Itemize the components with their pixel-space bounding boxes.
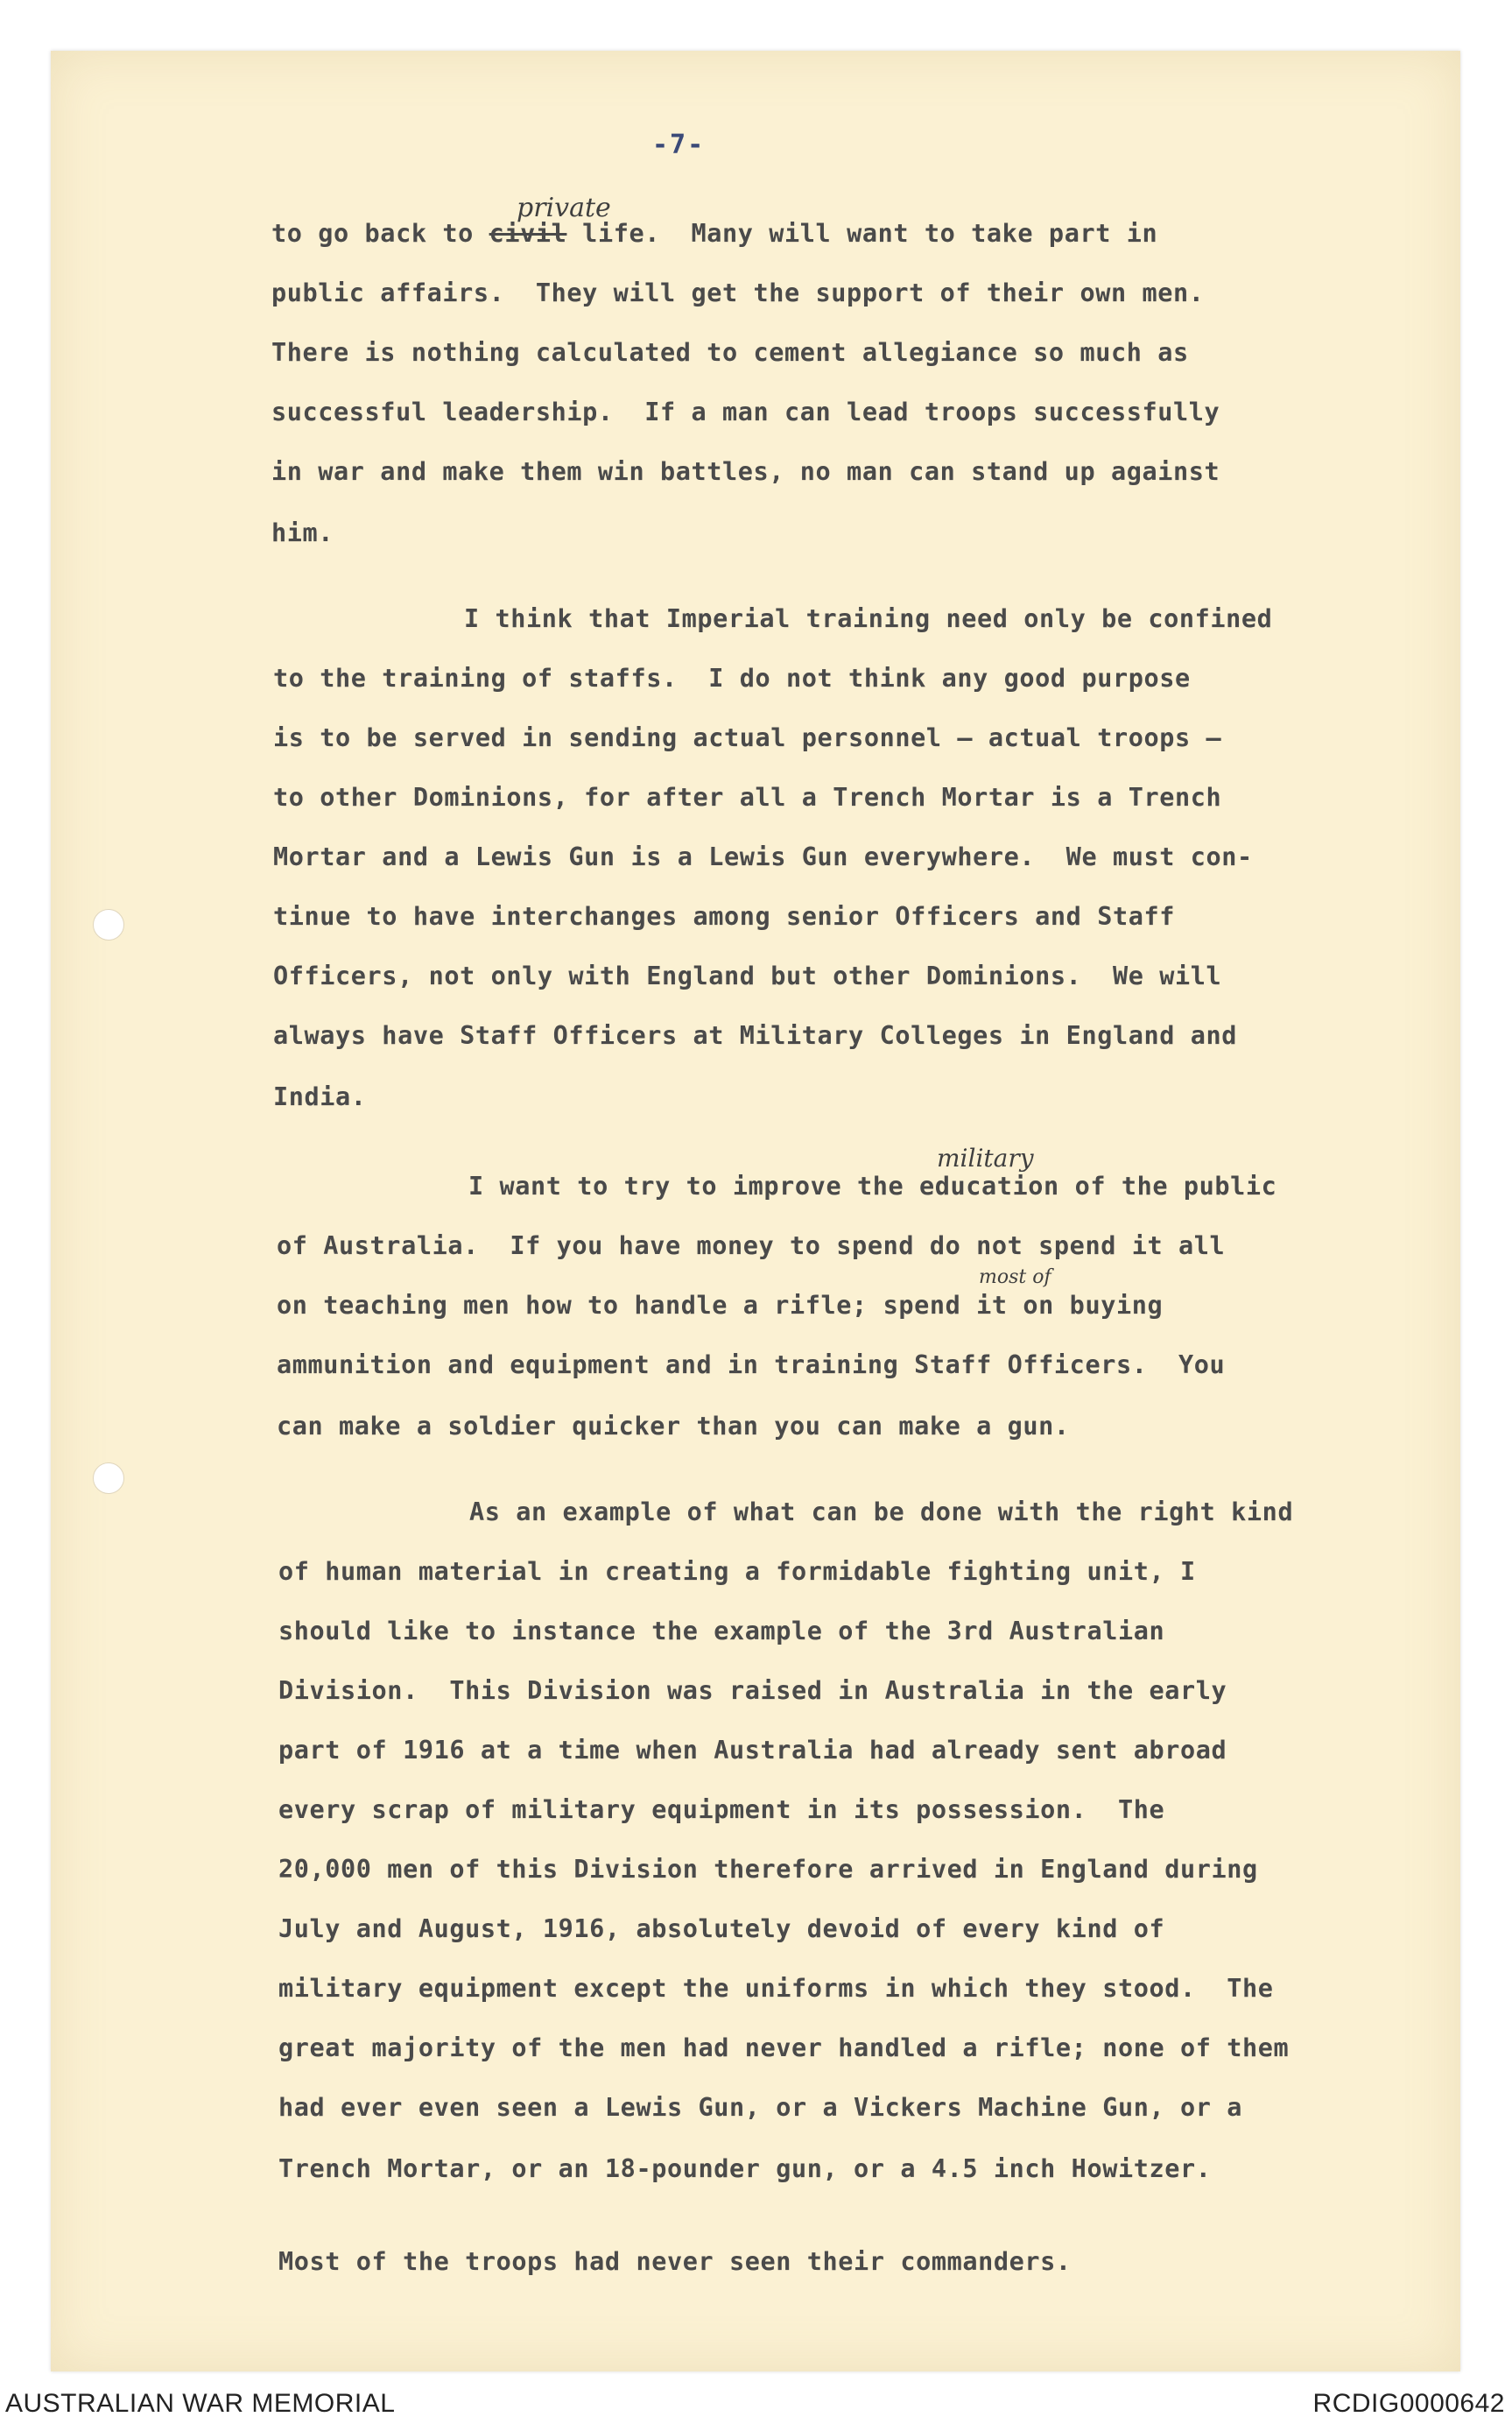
p1-line-6: him.	[271, 518, 334, 547]
handwritten-insertion: most of	[979, 1266, 1051, 1288]
text-segment: life. Many will want to take part in	[566, 219, 1158, 248]
p2-line-7: Officers, not only with England but other Dominions. We will	[273, 962, 1222, 990]
p4-line-2: of human material in creating a formidable fighting unit, I	[278, 1557, 1196, 1586]
p2-line-5: Mortar and a Lewis Gun is a Lewis Gun everywhere. We must con-	[273, 842, 1253, 871]
p5-line-1: Most of the troops had never seen their commanders.	[278, 2247, 1072, 2276]
handwritten-insertion: military	[937, 1144, 1034, 1173]
p2-line-4: to other Dominions, for after all a Trench Mortar is a Trench	[273, 783, 1222, 812]
punch-hole	[93, 909, 124, 941]
p4-line-6: every scrap of military equipment in its possession. The	[278, 1795, 1165, 1824]
p4-line-5: part of 1916 at a time when Australia had already sent abroad	[278, 1736, 1227, 1765]
p4-line-4: Division. This Division was raised in Australia in the early	[278, 1676, 1227, 1705]
p4-line-3: should like to instance the example of the 3rd Australian	[278, 1617, 1165, 1645]
p4-line-8: July and August, 1916, absolutely devoid of every kind of	[278, 1914, 1165, 1943]
footer-archive-name: AUSTRALIAN WAR MEMORIAL	[5, 2389, 396, 2418]
p3-line-2: of Australia. If you have money to spend do not spend it all	[277, 1231, 1226, 1260]
p3-line-1: I want to try to improve the education of the public	[468, 1172, 1277, 1201]
p4-line-1: As an example of what can be done with the right kind	[469, 1497, 1294, 1526]
p1-line-1	[271, 219, 1157, 248]
p1-line-3: There is nothing calculated to cement allegiance so much as	[271, 338, 1189, 367]
p3-line-4: ammunition and equipment and in training Staff Officers. You	[277, 1350, 1226, 1379]
p2-line-6: tinue to have interchanges among senior Officers and Staff	[273, 902, 1175, 931]
p4-line-10: great majority of the men had never handled a rifle; none of them	[278, 2033, 1290, 2062]
p4-line-12: Trench Mortar, or an 18-pounder gun, or a 4.5 inch Howitzer.	[278, 2154, 1212, 2183]
p2-line-3: is to be served in sending actual personnel — actual troops —	[273, 723, 1222, 752]
footer-record-id: RCDIG0000642	[1312, 2389, 1505, 2418]
struck-word: civil	[489, 219, 567, 248]
p2-line-8: always have Staff Officers at Military Colleges in England and	[273, 1021, 1238, 1050]
p2-line-2: to the training of staffs. I do not think any good purpose	[273, 664, 1191, 693]
p4-line-7: 20,000 men of this Division therefore arrived in England during	[278, 1855, 1258, 1884]
p1-line-4: successful leadership. If a man can lead troops successfully	[271, 398, 1220, 426]
text-segment: to go back to	[271, 219, 489, 248]
p1-line-5: in war and make them win battles, no man can stand up against	[271, 457, 1220, 486]
p1-line-2: public affairs. They will get the support of their own men.	[271, 278, 1205, 307]
p2-line-1: I think that Imperial training need only be confined	[464, 604, 1273, 633]
p4-line-11: had ever even seen a Lewis Gun, or a Vickers Machine Gun, or a	[278, 2093, 1243, 2122]
p3-line-5: can make a soldier quicker than you can make a gun.	[277, 1412, 1070, 1441]
page-number: -7-	[652, 130, 706, 160]
handwritten-insertion: private	[517, 193, 611, 223]
p2-line-9: India.	[273, 1082, 367, 1111]
p3-line-3: on teaching men how to handle a rifle; spend it on buying	[277, 1291, 1164, 1320]
punch-hole	[93, 1462, 124, 1494]
p4-line-9: military equipment except the uniforms in which they stood. The	[278, 1974, 1274, 2003]
